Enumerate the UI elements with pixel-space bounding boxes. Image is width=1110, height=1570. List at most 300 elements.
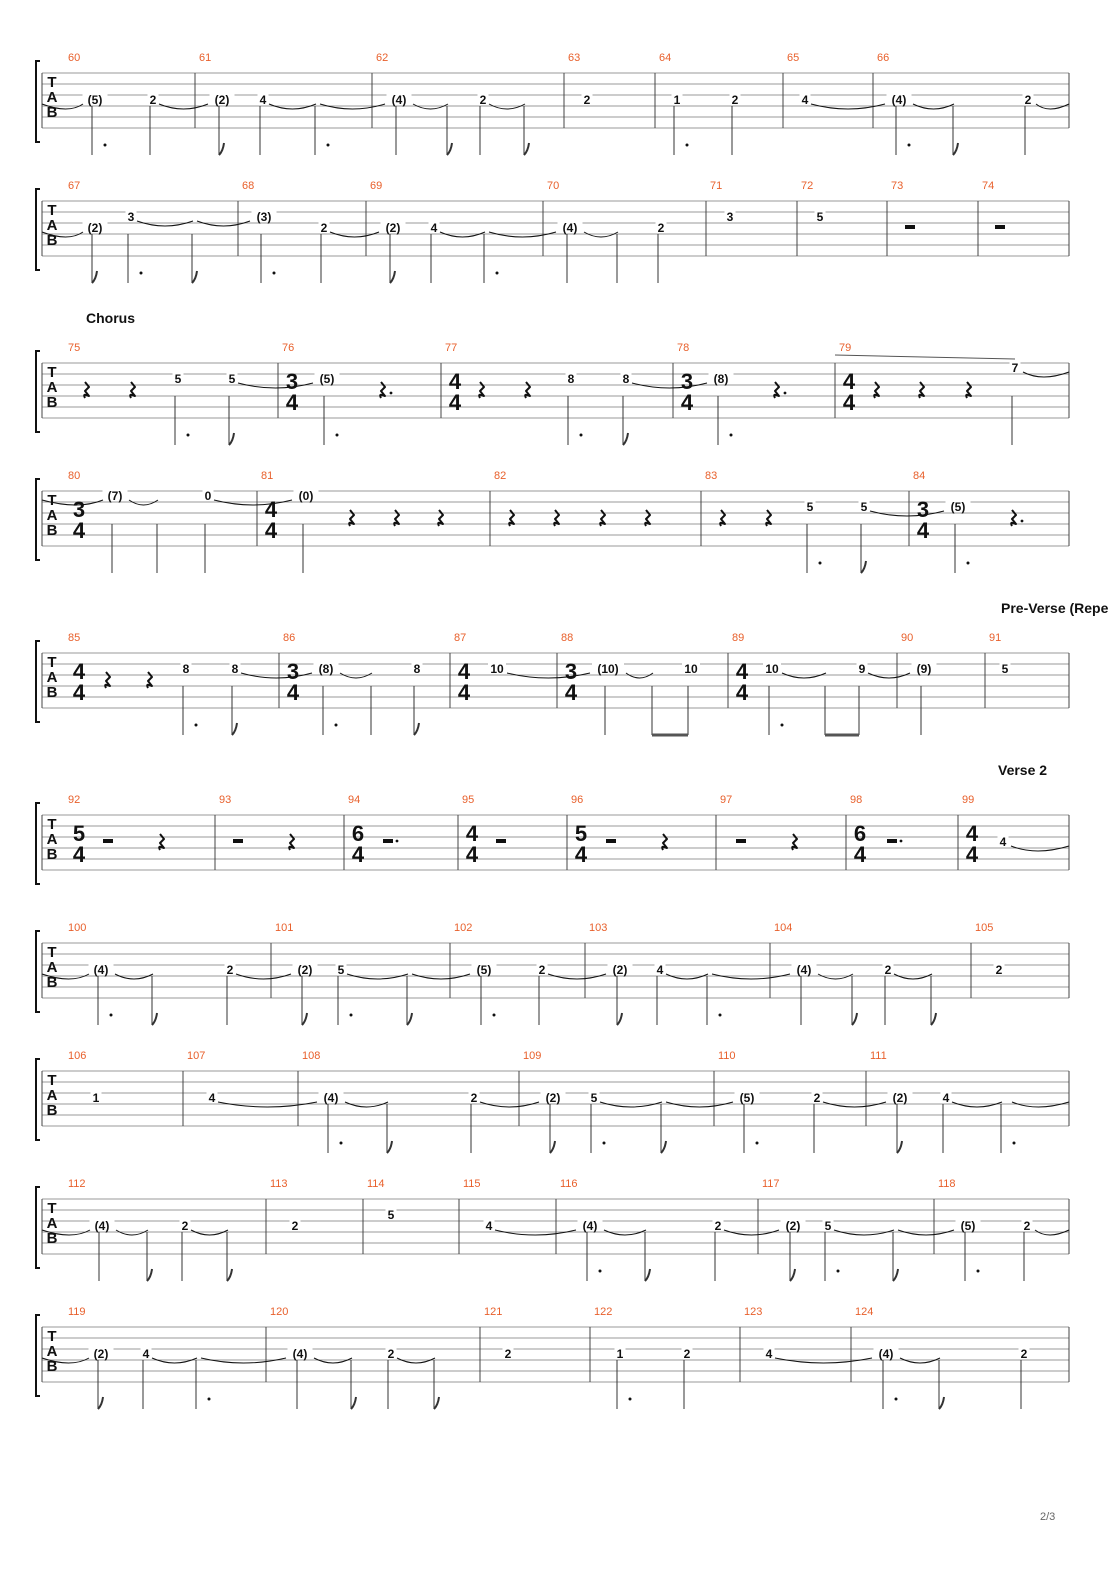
fret-number: (2) bbox=[214, 93, 230, 107]
measure-number: 102 bbox=[454, 922, 473, 934]
tab-clef-letter: B bbox=[46, 1102, 58, 1119]
tab-clef-letter: B bbox=[46, 104, 58, 121]
tab-system bbox=[36, 310, 1069, 445]
fret-number: 8 bbox=[182, 662, 190, 676]
time-signature-bottom: 4 bbox=[853, 842, 867, 867]
half-rest bbox=[606, 839, 616, 843]
fret-number: (5) bbox=[476, 963, 492, 977]
fret-number: 1 bbox=[92, 1091, 100, 1105]
fret-number: (4) bbox=[582, 1219, 598, 1233]
time-signature-bottom: 4 bbox=[680, 390, 694, 415]
time-signature-bottom: 4 bbox=[457, 680, 471, 705]
rhythm-dot bbox=[336, 434, 339, 437]
fret-number: 2 bbox=[657, 221, 665, 235]
rhythm-dot bbox=[580, 434, 583, 437]
measure-number: 103 bbox=[589, 922, 608, 934]
fret-number: (4) bbox=[878, 1347, 894, 1361]
quarter-rest bbox=[349, 510, 354, 526]
measure-number: 83 bbox=[705, 470, 718, 482]
tab-clef-letter: A bbox=[46, 89, 58, 106]
tab-clef-letter: T bbox=[47, 74, 57, 91]
tab-clef-letter: A bbox=[46, 507, 58, 524]
time-signature-top: 4 bbox=[448, 369, 462, 394]
quarter-rest bbox=[105, 672, 110, 688]
fret-number: (2) bbox=[545, 1091, 561, 1105]
time-signature-top: 4 bbox=[72, 659, 86, 684]
system-bracket bbox=[36, 351, 40, 432]
measure-number: 91 bbox=[989, 632, 1002, 644]
tab-system bbox=[36, 1306, 1069, 1409]
time-signature-top: 4 bbox=[465, 821, 479, 846]
quarter-rest bbox=[966, 382, 971, 398]
time-signature-bottom: 4 bbox=[72, 518, 86, 543]
rhythm-dot bbox=[629, 1398, 632, 1401]
page-number: 2/3 bbox=[1040, 1511, 1056, 1523]
quarter-rest bbox=[645, 510, 650, 526]
measure-number: 79 bbox=[839, 342, 852, 354]
quarter-rest bbox=[438, 510, 443, 526]
tab-system bbox=[36, 1178, 1069, 1281]
eighth-flag bbox=[232, 723, 237, 735]
measure-number: 118 bbox=[938, 1178, 956, 1190]
time-signature-top: 3 bbox=[286, 659, 300, 684]
time-signature-top: 6 bbox=[351, 821, 365, 846]
rest-dot bbox=[390, 392, 393, 395]
quarter-rest bbox=[289, 834, 294, 850]
fret-number: (2) bbox=[87, 221, 103, 235]
slide-line bbox=[835, 355, 1015, 359]
eighth-flag bbox=[147, 1269, 152, 1281]
rhythm-dot bbox=[686, 144, 689, 147]
fret-number: 2 bbox=[731, 93, 739, 107]
fret-number: 2 bbox=[1023, 1219, 1031, 1233]
time-signature-top: 4 bbox=[735, 659, 749, 684]
rhythm-dot bbox=[781, 724, 784, 727]
tab-clef-letter: B bbox=[46, 394, 58, 411]
fret-number: 1 bbox=[673, 93, 681, 107]
fret-number: (4) bbox=[796, 963, 812, 977]
measure-number: 85 bbox=[68, 632, 81, 644]
fret-number: 2 bbox=[1024, 93, 1032, 107]
system-bracket bbox=[36, 1187, 40, 1268]
rhythm-dot bbox=[208, 1398, 211, 1401]
measure-number: 75 bbox=[68, 342, 81, 354]
tab-clef-letter: T bbox=[47, 1072, 57, 1089]
fret-number: 10 bbox=[490, 662, 504, 676]
fret-number: 4 bbox=[999, 835, 1007, 849]
time-signature-bottom: 4 bbox=[351, 842, 365, 867]
rhythm-dot bbox=[603, 1142, 606, 1145]
rhythm-dot bbox=[195, 724, 198, 727]
tab-clef-letter: A bbox=[46, 1215, 58, 1232]
tab-clef-letter: A bbox=[46, 669, 58, 686]
fret-number: (9) bbox=[916, 662, 932, 676]
fret-number: 5 bbox=[590, 1091, 598, 1105]
eighth-flag bbox=[447, 143, 452, 155]
measure-number: 104 bbox=[774, 922, 793, 934]
quarter-rest bbox=[509, 510, 514, 526]
rest-dot bbox=[396, 840, 399, 843]
fret-number: 4 bbox=[942, 1091, 950, 1105]
fret-number: 4 bbox=[656, 963, 664, 977]
measure-number: 123 bbox=[744, 1306, 763, 1318]
measure-number: 122 bbox=[594, 1306, 613, 1318]
tab-system bbox=[36, 180, 1069, 283]
tab-clef-letter: A bbox=[46, 1343, 58, 1360]
fret-number: 2 bbox=[538, 963, 546, 977]
eighth-flag bbox=[414, 723, 419, 735]
eighth-flag bbox=[623, 433, 628, 445]
fret-number: (5) bbox=[319, 372, 335, 386]
rhythm-dot bbox=[140, 272, 143, 275]
measure-number: 92 bbox=[68, 794, 81, 806]
tab-clef-letter: T bbox=[47, 1200, 57, 1217]
measure-number: 119 bbox=[68, 1306, 86, 1318]
fret-number: 3 bbox=[726, 210, 734, 224]
quarter-rest bbox=[394, 510, 399, 526]
tab-clef-letter: A bbox=[46, 1087, 58, 1104]
rhythm-dot bbox=[493, 1014, 496, 1017]
rhythm-dot bbox=[967, 562, 970, 565]
quarter-rest bbox=[792, 834, 797, 850]
tab-clef-letter: T bbox=[47, 944, 57, 961]
fret-number: 5 bbox=[860, 500, 868, 514]
fret-number: 5 bbox=[824, 1219, 832, 1233]
rhythm-dot bbox=[335, 724, 338, 727]
rhythm-dot bbox=[187, 434, 190, 437]
fret-number: 2 bbox=[683, 1347, 691, 1361]
quarter-rest bbox=[766, 510, 771, 526]
eighth-flag bbox=[98, 1397, 103, 1409]
fret-number: (2) bbox=[785, 1219, 801, 1233]
measure-number: 112 bbox=[68, 1178, 86, 1190]
tab-clef-letter: A bbox=[46, 959, 58, 976]
eighth-flag bbox=[790, 1269, 795, 1281]
fret-number: 9 bbox=[858, 662, 866, 676]
measure-number: 117 bbox=[762, 1178, 780, 1190]
fret-number: 5 bbox=[228, 372, 236, 386]
fret-number: (5) bbox=[739, 1091, 755, 1105]
measure-number: 76 bbox=[282, 342, 295, 354]
tab-clef-letter: T bbox=[47, 202, 57, 219]
tab-clef-letter: A bbox=[46, 217, 58, 234]
rest-dot bbox=[900, 840, 903, 843]
eighth-flag bbox=[897, 1141, 902, 1153]
tab-clef-letter: T bbox=[47, 654, 57, 671]
system-bracket bbox=[36, 931, 40, 1012]
eighth-flag bbox=[219, 143, 224, 155]
eighth-flag bbox=[227, 1269, 232, 1281]
fret-number: (2) bbox=[385, 221, 401, 235]
fret-number: 4 bbox=[259, 93, 267, 107]
time-signature-bottom: 4 bbox=[72, 680, 86, 705]
fret-number: 4 bbox=[430, 221, 438, 235]
measure-number: 109 bbox=[523, 1050, 542, 1062]
tab-clef-letter: B bbox=[46, 1358, 58, 1375]
rhythm-dot bbox=[719, 1014, 722, 1017]
time-signature-top: 4 bbox=[264, 497, 278, 522]
quarter-rest bbox=[554, 510, 559, 526]
measure-number: 78 bbox=[677, 342, 690, 354]
time-signature-bottom: 4 bbox=[285, 390, 299, 415]
time-signature-top: 5 bbox=[72, 821, 86, 846]
rhythm-dot bbox=[819, 562, 822, 565]
eighth-flag bbox=[661, 1141, 666, 1153]
measure-number: 67 bbox=[68, 180, 81, 192]
measure-number: 65 bbox=[787, 52, 800, 64]
quarter-rest bbox=[479, 382, 484, 398]
eighth-flag bbox=[645, 1269, 650, 1281]
measure-number: 62 bbox=[376, 52, 389, 64]
rhythm-dot bbox=[273, 272, 276, 275]
rhythm-dot bbox=[350, 1014, 353, 1017]
fret-number: 7 bbox=[1011, 361, 1019, 375]
tab-clef-letter: B bbox=[46, 522, 58, 539]
fret-number: 4 bbox=[208, 1091, 216, 1105]
time-signature-bottom: 4 bbox=[965, 842, 979, 867]
measure-number: 73 bbox=[891, 180, 904, 192]
fret-number: 1 bbox=[616, 1347, 624, 1361]
fret-number: 2 bbox=[1020, 1347, 1028, 1361]
tab-system bbox=[36, 922, 1069, 1025]
system-bracket bbox=[36, 61, 40, 142]
eighth-flag bbox=[434, 1397, 439, 1409]
time-signature-bottom: 4 bbox=[465, 842, 479, 867]
measure-number: 105 bbox=[975, 922, 994, 934]
tab-clef-letter: T bbox=[47, 816, 57, 833]
tab-clef-letter: T bbox=[47, 1328, 57, 1345]
rhythm-dot bbox=[908, 144, 911, 147]
quarter-rest bbox=[84, 382, 89, 398]
quarter-rest bbox=[159, 834, 164, 850]
measure-number: 71 bbox=[710, 180, 723, 192]
tab-clef-letter: A bbox=[46, 831, 58, 848]
measure-number: 69 bbox=[370, 180, 383, 192]
fret-number: 2 bbox=[583, 93, 591, 107]
measure-number: 80 bbox=[68, 470, 81, 482]
eighth-flag bbox=[953, 143, 958, 155]
measure-number: 113 bbox=[270, 1178, 288, 1190]
measure-number: 97 bbox=[720, 794, 733, 806]
dotted-quarter-rest bbox=[774, 382, 779, 398]
fret-number: (10) bbox=[597, 662, 619, 676]
eighth-flag bbox=[192, 271, 197, 283]
fret-number: 2 bbox=[470, 1091, 478, 1105]
quarter-rest bbox=[662, 834, 667, 850]
tab-clef-letter: B bbox=[46, 1230, 58, 1247]
rhythm-dot bbox=[110, 1014, 113, 1017]
rhythm-dot bbox=[756, 1142, 759, 1145]
fret-number: 2 bbox=[813, 1091, 821, 1105]
fret-number: (5) bbox=[960, 1219, 976, 1233]
fret-number: 2 bbox=[714, 1219, 722, 1233]
fret-number: 4 bbox=[765, 1347, 773, 1361]
measure-number: 101 bbox=[275, 922, 294, 934]
time-signature-top: 3 bbox=[72, 497, 86, 522]
measure-number: 89 bbox=[732, 632, 745, 644]
fret-number: 2 bbox=[884, 963, 892, 977]
rest-dot bbox=[1021, 520, 1024, 523]
fret-number: 8 bbox=[622, 372, 630, 386]
measure-number: 99 bbox=[962, 794, 975, 806]
eighth-flag bbox=[939, 1397, 944, 1409]
measure-number: 70 bbox=[547, 180, 560, 192]
time-signature-bottom: 4 bbox=[564, 680, 578, 705]
eighth-flag bbox=[229, 433, 234, 445]
tab-clef-letter: T bbox=[47, 364, 57, 381]
time-signature-bottom: 4 bbox=[72, 842, 86, 867]
half-rest bbox=[496, 839, 506, 843]
measure-number: 95 bbox=[462, 794, 475, 806]
fret-number: 5 bbox=[1001, 662, 1009, 676]
time-signature-top: 4 bbox=[965, 821, 979, 846]
fret-number: 5 bbox=[337, 963, 345, 977]
tab-clef-letter: B bbox=[46, 974, 58, 991]
system-bracket bbox=[36, 1059, 40, 1140]
fret-number: 3 bbox=[127, 210, 135, 224]
rhythm-dot bbox=[895, 1398, 898, 1401]
measure-number: 60 bbox=[68, 52, 81, 64]
measure-number: 64 bbox=[659, 52, 672, 64]
measure-number: 121 bbox=[484, 1306, 503, 1318]
time-signature-bottom: 4 bbox=[735, 680, 749, 705]
fret-number: (4) bbox=[94, 1219, 110, 1233]
measure-number: 87 bbox=[454, 632, 467, 644]
rhythm-dot bbox=[977, 1270, 980, 1273]
fret-number: 8 bbox=[413, 662, 421, 676]
time-signature-bottom: 4 bbox=[448, 390, 462, 415]
fret-number: (4) bbox=[391, 93, 407, 107]
time-signature-top: 4 bbox=[457, 659, 471, 684]
eighth-flag bbox=[351, 1397, 356, 1409]
eighth-flag bbox=[302, 1013, 307, 1025]
quarter-rest bbox=[874, 382, 879, 398]
fret-number: 2 bbox=[995, 963, 1003, 977]
measure-number: 72 bbox=[801, 180, 814, 192]
system-bracket bbox=[36, 803, 40, 884]
measure-number: 111 bbox=[870, 1050, 887, 1062]
fret-number: (5) bbox=[950, 500, 966, 514]
fret-number: 2 bbox=[149, 93, 157, 107]
tab-system bbox=[36, 470, 1069, 573]
eighth-flag bbox=[931, 1013, 936, 1025]
tab-clef-letter: B bbox=[46, 232, 58, 249]
rhythm-dot bbox=[837, 1270, 840, 1273]
time-signature-top: 3 bbox=[916, 497, 930, 522]
eighth-flag bbox=[861, 561, 866, 573]
fret-number: 4 bbox=[801, 93, 809, 107]
time-signature-top: 3 bbox=[564, 659, 578, 684]
fret-number: (3) bbox=[256, 210, 272, 224]
measure-number: 86 bbox=[283, 632, 296, 644]
fret-number: 5 bbox=[806, 500, 814, 514]
eighth-flag bbox=[390, 271, 395, 283]
measure-number: 81 bbox=[261, 470, 274, 482]
rhythm-dot bbox=[340, 1142, 343, 1145]
fret-number: 2 bbox=[504, 1347, 512, 1361]
measure-number: 115 bbox=[463, 1178, 481, 1190]
section-label: Verse 2 bbox=[998, 762, 1048, 778]
fret-number: (7) bbox=[107, 489, 123, 503]
half-rest bbox=[383, 839, 393, 843]
measure-number: 114 bbox=[367, 1178, 385, 1190]
measure-number: 68 bbox=[242, 180, 255, 192]
quarter-rest bbox=[919, 382, 924, 398]
fret-number: (0) bbox=[298, 489, 314, 503]
fret-number: (2) bbox=[93, 1347, 109, 1361]
time-signature-top: 3 bbox=[285, 369, 299, 394]
quarter-rest bbox=[525, 382, 530, 398]
half-rest bbox=[887, 839, 897, 843]
fret-number: (4) bbox=[562, 221, 578, 235]
measure-number: 74 bbox=[982, 180, 995, 192]
measure-number: 82 bbox=[494, 470, 507, 482]
time-signature-bottom: 4 bbox=[916, 518, 930, 543]
quarter-rest bbox=[147, 672, 152, 688]
measure-number: 96 bbox=[571, 794, 584, 806]
measure-number: 77 bbox=[445, 342, 458, 354]
measure-number: 84 bbox=[913, 470, 926, 482]
eighth-flag bbox=[550, 1141, 555, 1153]
time-signature-top: 4 bbox=[842, 369, 856, 394]
quarter-rest bbox=[130, 382, 135, 398]
time-signature-bottom: 4 bbox=[264, 518, 278, 543]
measure-number: 120 bbox=[270, 1306, 289, 1318]
system-bracket bbox=[36, 189, 40, 270]
quarter-rest bbox=[720, 510, 725, 526]
tab-clef-letter: A bbox=[46, 379, 58, 396]
fret-number: (2) bbox=[297, 963, 313, 977]
fret-number: 10 bbox=[684, 662, 698, 676]
measure-number: 94 bbox=[348, 794, 361, 806]
eighth-flag bbox=[387, 1141, 392, 1153]
section-label: Chorus bbox=[86, 310, 135, 326]
time-signature-bottom: 4 bbox=[574, 842, 588, 867]
tab-clef-letter: B bbox=[46, 684, 58, 701]
measure-number: 124 bbox=[855, 1306, 874, 1318]
measure-number: 93 bbox=[219, 794, 232, 806]
fret-number: (4) bbox=[891, 93, 907, 107]
fret-number: 4 bbox=[485, 1219, 493, 1233]
rhythm-dot bbox=[1013, 1142, 1016, 1145]
eighth-flag bbox=[92, 271, 97, 283]
fret-number: 2 bbox=[226, 963, 234, 977]
rhythm-dot bbox=[730, 434, 733, 437]
rhythm-dot bbox=[496, 272, 499, 275]
tab-clef-letter: B bbox=[46, 846, 58, 863]
time-signature-top: 5 bbox=[574, 821, 588, 846]
measure-number: 108 bbox=[302, 1050, 321, 1062]
measure-number: 98 bbox=[850, 794, 863, 806]
half-rest bbox=[103, 839, 113, 843]
fret-number: (4) bbox=[292, 1347, 308, 1361]
half-rest bbox=[736, 839, 746, 843]
measure-number: 106 bbox=[68, 1050, 87, 1062]
fret-number: 0 bbox=[204, 489, 212, 503]
fret-number: 10 bbox=[765, 662, 779, 676]
fret-number: (4) bbox=[93, 963, 109, 977]
measure-number: 116 bbox=[560, 1178, 578, 1190]
fret-number: 2 bbox=[291, 1219, 299, 1233]
system-bracket bbox=[36, 1315, 40, 1396]
measure-number: 100 bbox=[68, 922, 87, 934]
fret-number: 8 bbox=[231, 662, 239, 676]
fret-number: 5 bbox=[174, 372, 182, 386]
eighth-flag bbox=[852, 1013, 857, 1025]
rhythm-dot bbox=[104, 144, 107, 147]
measure-number: 107 bbox=[187, 1050, 206, 1062]
tab-system bbox=[36, 600, 1109, 735]
